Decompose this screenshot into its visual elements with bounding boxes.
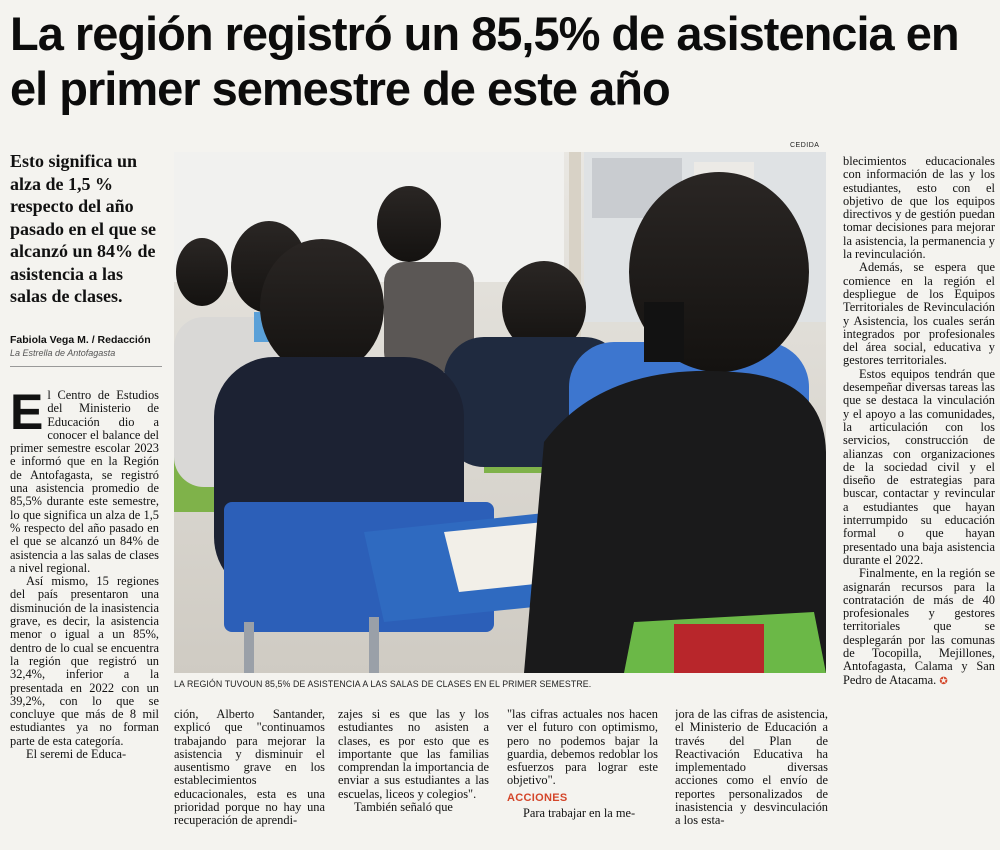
classroom-photo bbox=[174, 152, 826, 673]
article-column-4 bbox=[507, 708, 658, 848]
paragraph-text: Finalmente, en la región se asignarán recursos para la contratación de más de 40 profesionales y gestores territoriales que se desplegarán por las comunas de Tocopilla, Mejillones, Antofagasta, Calama y San Pedro de Atacama. bbox=[843, 566, 995, 687]
article-column-2 bbox=[174, 708, 325, 848]
article-column-3 bbox=[338, 708, 489, 848]
classroom-photo-illustration bbox=[174, 152, 826, 673]
section-heading: ACCIONES bbox=[507, 791, 568, 804]
paragraph: zajes si es que las y los estudiantes no asisten a clases, es por esto que es importante que las familias comprendan la importancia de enviar a sus estudiantes a las escuelas, liceos y colegios". bbox=[338, 708, 489, 801]
paragraph: l Centro de Estudios del Ministerio de Educación dio a conocer el balance del primer semestre escolar 2023 e informó que en la Región de Antofagasta, se registró una asistencia promedio de 85,5% durante este semestre, lo que significa un alza de 1,5 % respecto del año pasado en el que se alcanzó un 84% de asistencia a las salas de clases a nivel regional. bbox=[10, 389, 159, 575]
paragraph: El seremi de Educa- bbox=[26, 747, 127, 762]
paragraph: Así mismo, 15 regiones del país presentaron una disminución de la inasistencia grave, es decir, la asistencia menor o igual a un 85%, dentro de lo cual se encuentra la región que registró un 32,4%, inferior a la presentada en 2022 con un 39,2%, con lo que se concluye que más de 8 mil estudiantes ya no forman parte de esta categoría. bbox=[10, 574, 159, 748]
article-column-1 bbox=[10, 389, 159, 847]
paragraph: "las cifras actuales nos hacen ver el futuro con optimismo, pero no podemos bajar la guardia, debemos redoblar los esfuerzos para lograr este objetivo". bbox=[507, 708, 658, 788]
paragraph: También señaló que bbox=[354, 800, 453, 815]
drop-cap: E bbox=[10, 389, 44, 440]
photo-credit: CEDIDA bbox=[790, 142, 820, 149]
paragraph: Para trabajar en la me- bbox=[523, 806, 636, 821]
paragraph: Estos equipos tendrán que desempeñar diversas tareas las que se destaca la vinculación y el apoyo a las comunidades, la articulación con los servicios, construcción de alianzas con organizaciones de la sociedad civil y el diseño de estrategias para buscar, contactar y revincular a estudiantes que hayan interrumpido su educación formal o que hayan presentado una baja asistencia durante el 2022. bbox=[843, 366, 995, 567]
photo-caption: LA REGIÓN TUVOUN 85,5% DE ASISTENCIA A LAS SALAS DE CLASES EN EL PRIMER SEMESTRE. bbox=[174, 679, 592, 689]
end-mark-icon: ✪ bbox=[939, 675, 948, 687]
byline: Fabiola Vega M. / Redacción bbox=[10, 334, 151, 346]
paragraph: Además, se espera que comience en la región el despliegue de los Equipos Territoriales de Revinculación y Asistencia, los cuales serán integrados por profesionales del área social, educativa y gestores territoriales. bbox=[843, 260, 995, 368]
paragraph: ción, Alberto Santander, explicó que "continuamos trabajando para mejorar la asistencia y disminuir el ausentismo grave en los establecimientos educacionales, esta es una prioridad porque no hay una recuperación de aprendi- bbox=[174, 708, 325, 828]
article-column-5 bbox=[675, 708, 828, 848]
divider bbox=[10, 366, 162, 367]
headline: La región registró un 85,5% de asistencia en el primer semestre de este año bbox=[10, 7, 959, 115]
paragraph: blecimientos educacionales con información de las y los estudiantes, esto con el objetivo de que los equipos directivos y de gestión puedan tomar decisiones para mejorar la asistencia, la permanencia y la revinculación. bbox=[843, 155, 995, 262]
paragraph: jora de las cifras de asistencia, el Ministerio de Educación a través del Plan de Reactivación Educativa ha implementado diversas acciones como el envío de reportes personalizados de inasistencia y desvinculación a los esta- bbox=[675, 708, 828, 828]
paragraph bbox=[843, 567, 995, 688]
outlet-name: La Estrella de Antofagasta bbox=[10, 348, 116, 358]
article-column-6 bbox=[843, 155, 995, 848]
lead-summary: Esto significa un alza de 1,5 % respecto del año pasado en el que se alcanzó un 84% de asistencia a las salas de clases. bbox=[10, 151, 157, 306]
